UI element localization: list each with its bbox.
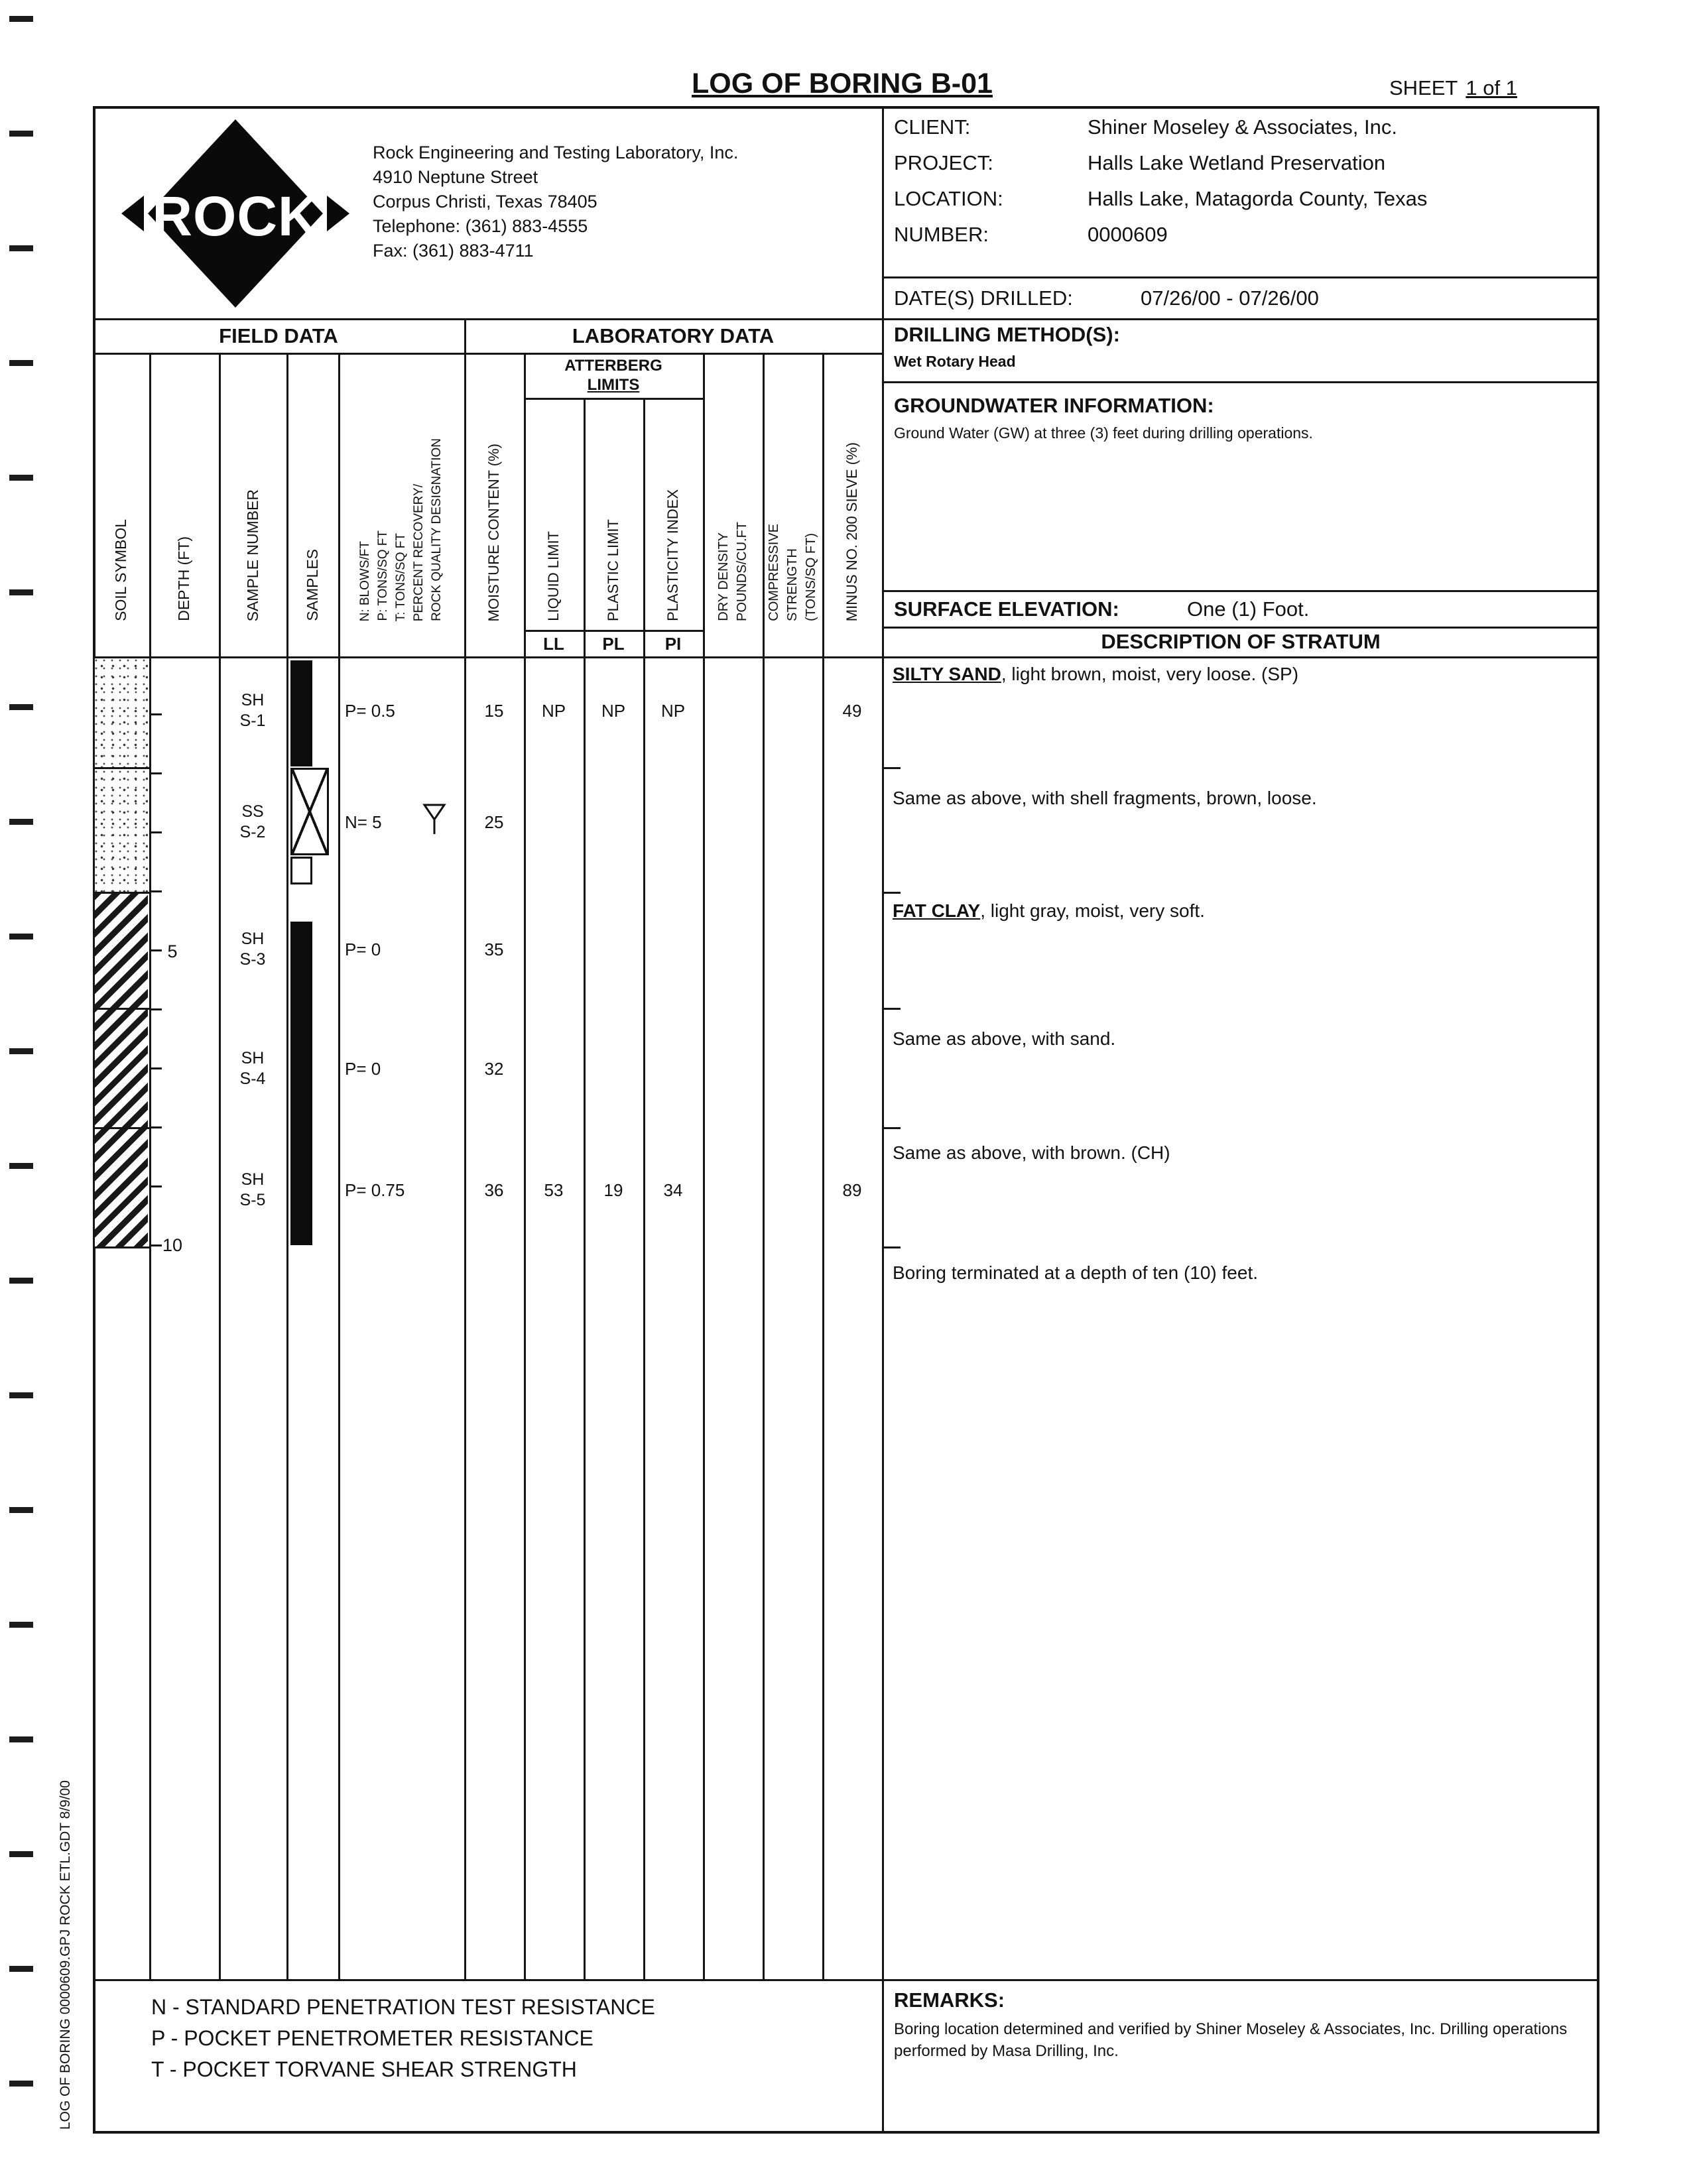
soil-pattern-silty-sand	[95, 658, 148, 892]
ll-value: NP	[541, 700, 566, 721]
stratum-boundary-line	[93, 1008, 149, 1010]
description-of-stratum-header: DESCRIPTION OF STRATUM	[1101, 630, 1381, 653]
sample-number	[220, 1168, 285, 1212]
test-value: P= 0	[345, 939, 381, 959]
sample-recovery-box	[290, 857, 312, 884]
col-header-samples	[286, 361, 338, 625]
col-header-text: LIQUID LIMIT	[545, 531, 562, 621]
col-header-text: PLASTIC LIMIT	[605, 518, 621, 621]
col-header-text: (TONS/SQ FT)	[803, 533, 818, 621]
stratum-tick	[883, 1008, 901, 1010]
sample-id: S-2	[239, 823, 266, 841]
col-header-text: ROCK QUALITY DESIGNATION	[430, 438, 444, 621]
sample-type: SH	[241, 930, 265, 948]
stratum-rest: Same as above, with sand.	[893, 1028, 1116, 1049]
sample-id: S-1	[239, 711, 266, 730]
project-label: PROJECT:	[894, 151, 993, 174]
ll-header: LL	[543, 633, 564, 654]
company-fax: Fax: (361) 883-4711	[373, 241, 534, 261]
test-value: P= 0.5	[345, 700, 395, 721]
sample-number	[220, 689, 285, 733]
rock-logo	[109, 117, 361, 310]
dates-value: 07/26/00 - 07/26/00	[1141, 286, 1319, 310]
stratum-rest: Boring terminated at a depth of ten (10) feet.	[893, 1262, 1259, 1283]
legend-n: N - STANDARD PENETRATION TEST RESISTANCE	[151, 1995, 655, 2019]
sample-id: S-3	[239, 950, 266, 969]
sheet-label: SHEET	[1389, 76, 1458, 99]
stratum-description	[893, 660, 1298, 689]
sieve-value: 89	[842, 1180, 862, 1200]
col-header-text: P: TONS/SQ FT	[376, 530, 390, 621]
legend-p: P - POCKET PENETROMETER RESISTANCE	[151, 2026, 594, 2050]
stratum-boundary-line	[93, 1246, 149, 1248]
sample-number	[220, 1047, 285, 1091]
sample-id: S-5	[239, 1191, 266, 1209]
pl-header: PL	[602, 633, 625, 654]
location-label: LOCATION:	[894, 187, 1003, 210]
stratum-boundary-line	[93, 1127, 149, 1129]
dates-divider	[883, 276, 1599, 278]
col-header-text: DEPTH (FT)	[175, 536, 192, 621]
col-header-text: PERCENT RECOVERY/	[412, 483, 426, 621]
company-address-block	[373, 141, 738, 263]
stratum-lead: SILTY SAND	[893, 664, 1001, 684]
legend-block	[151, 1992, 655, 2085]
number-label: NUMBER:	[894, 223, 989, 246]
stratum-tick	[883, 1127, 901, 1129]
sample-type: SH	[241, 1170, 265, 1189]
logo-left-arrow-icon	[121, 196, 144, 231]
stratum-description	[893, 1138, 1170, 1168]
water-table-icon	[422, 801, 448, 838]
atterberg-header	[525, 354, 702, 396]
remarks-text: Boring location determined and verified by Shiner Moseley & Associates, Inc. Drilling operations performed by Masa Drilling, Inc.	[894, 2020, 1568, 2060]
stratum-rest: Same as above, with brown. (CH)	[893, 1142, 1170, 1163]
test-value: P= 0	[345, 1058, 381, 1079]
pi-value: 34	[663, 1180, 683, 1200]
footer-divider	[93, 1979, 1599, 1981]
side-file-text: LOG OF BORING 0000609.GPJ ROCK ETL.GDT 8/9/00	[58, 1780, 73, 2130]
groundwater-label: GROUNDWATER INFORMATION:	[894, 394, 1214, 417]
atterberg-line1: ATTERBERG	[564, 357, 662, 375]
stratum-rest: Same as above, with shell fragments, brown, loose.	[893, 788, 1317, 808]
col-header-text: SOIL SYMBOL	[112, 519, 129, 621]
company-address-line1: 4910 Neptune Street	[373, 167, 538, 187]
logo-text: ROCK	[152, 185, 319, 247]
header-bottom-line	[93, 656, 1599, 658]
tube-sample-bar	[290, 922, 312, 1245]
depth-label-10: 10	[162, 1235, 183, 1255]
col-header-dry-density	[703, 361, 763, 625]
legend-t: T - POCKET TORVANE SHEAR STRENGTH	[151, 2057, 577, 2081]
col-header-text: MOISTURE CONTENT (%)	[485, 443, 502, 621]
sample-type: SH	[241, 691, 265, 709]
sample-type: SS	[241, 802, 264, 821]
company-address-line2: Corpus Christi, Texas 78405	[373, 192, 597, 212]
stratum-lead: FAT CLAY	[893, 900, 981, 921]
drilling-method-label: DRILLING METHOD(S):	[894, 323, 1120, 346]
sample-number	[220, 800, 285, 844]
sheet-value: 1 of 1	[1466, 76, 1517, 99]
stratum-tick	[883, 767, 901, 769]
client-value: Shiner Moseley & Associates, Inc.	[1088, 115, 1397, 139]
field-data-header: FIELD DATA	[219, 324, 338, 347]
page-title: LOG OF BORING B-01	[692, 67, 993, 99]
company-telephone: Telephone: (361) 883-4555	[373, 216, 588, 236]
col-header-text: DRY DENSITY	[716, 532, 731, 621]
test-value: P= 0.75	[345, 1180, 405, 1200]
moisture-value: 15	[484, 700, 504, 721]
pl-value: NP	[601, 700, 626, 721]
drilling-method-value: Wet Rotary Head	[894, 352, 1016, 370]
sample-type: SH	[241, 1049, 265, 1067]
logo-right-arrow-icon	[327, 196, 349, 231]
col-header-text: N: BLOWS/FT	[358, 540, 372, 621]
ll-value: 53	[544, 1180, 564, 1200]
stratum-description	[893, 1024, 1115, 1054]
col-header-text: MINUS NO. 200 SIEVE (%)	[844, 442, 860, 621]
col-header-depth	[149, 361, 219, 625]
moisture-value: 35	[484, 939, 504, 959]
moisture-value: 25	[484, 812, 504, 832]
pi-header: PI	[664, 633, 682, 654]
pl-value: 19	[603, 1180, 623, 1200]
col-header-sieve	[822, 361, 882, 625]
groundwater-value: Ground Water (GW) at three (3) feet during drilling operations.	[894, 424, 1313, 442]
remarks-label: REMARKS:	[894, 1988, 1005, 2012]
side-file-stamp	[53, 1538, 78, 2134]
binder-hole-marks	[9, 16, 33, 2138]
col-header-blows	[338, 361, 464, 625]
col-header-liquid-limit	[524, 406, 584, 625]
col-header-text: PLASTICITY INDEX	[664, 489, 681, 621]
surface-elevation-label: SURFACE ELEVATION:	[894, 597, 1119, 621]
sheet-indicator	[1389, 74, 1517, 102]
col-header-text: SAMPLE NUMBER	[243, 489, 261, 621]
laboratory-data-header: LABORATORY DATA	[572, 324, 775, 347]
stratum-description	[893, 896, 1205, 926]
test-value: N= 5	[345, 812, 382, 832]
moisture-value: 32	[484, 1058, 504, 1079]
stratum-description	[893, 784, 1317, 813]
col-header-plastic-limit	[584, 406, 643, 625]
soil-pattern-fat-clay	[95, 892, 148, 1246]
split-spoon-sample-box	[290, 768, 329, 855]
sample-id: S-4	[239, 1069, 266, 1088]
company-name: Rock Engineering and Testing Laboratory, Inc.	[373, 143, 739, 162]
stratum-boundary-line	[93, 767, 149, 769]
surface-elevation-value: One (1) Foot.	[1187, 597, 1310, 621]
atterberg-line2: LIMITS	[587, 376, 640, 394]
col-header-text: STRENGTH	[784, 548, 800, 621]
pi-value: NP	[660, 700, 686, 721]
depth-label-5: 5	[167, 941, 178, 961]
right-panel-divider	[883, 381, 1599, 383]
col-header-text: SAMPLES	[303, 549, 321, 621]
band-divider	[93, 353, 883, 355]
project-value: Halls Lake Wetland Preservation	[1088, 151, 1386, 174]
col-header-plasticity-index	[643, 406, 703, 625]
tube-sample-bar	[290, 660, 312, 766]
atterberg-bottom-line	[524, 398, 704, 400]
sieve-value: 49	[842, 700, 862, 721]
col-header-text: POUNDS/CU.FT	[734, 522, 749, 621]
moisture-value: 36	[484, 1180, 504, 1200]
col-header-sample-number	[219, 361, 286, 625]
dates-label: DATE(S) DRILLED:	[894, 286, 1073, 310]
col-header-text: COMPRESSIVE	[766, 524, 781, 621]
stratum-rest: , light brown, moist, very loose. (SP)	[1001, 664, 1299, 684]
stratum-boundary-line	[93, 892, 149, 894]
col-header-soil-symbol	[93, 361, 149, 625]
sample-number	[220, 928, 285, 971]
col-header-text: T: TONS/SQ FT	[394, 532, 408, 621]
client-label: CLIENT:	[894, 115, 971, 139]
col-header-moisture	[464, 361, 524, 625]
stratum-rest: , light gray, moist, very soft.	[980, 900, 1205, 921]
col-header-compressive	[763, 361, 822, 625]
stratum-tick	[883, 892, 901, 894]
panel-divider-rule	[882, 106, 884, 2134]
stratum-tick	[883, 1246, 901, 1248]
number-value: 0000609	[1088, 223, 1168, 246]
right-panel-divider	[883, 590, 1599, 592]
stratum-description	[893, 1258, 1258, 1288]
location-value: Halls Lake, Matagorda County, Texas	[1088, 187, 1428, 210]
